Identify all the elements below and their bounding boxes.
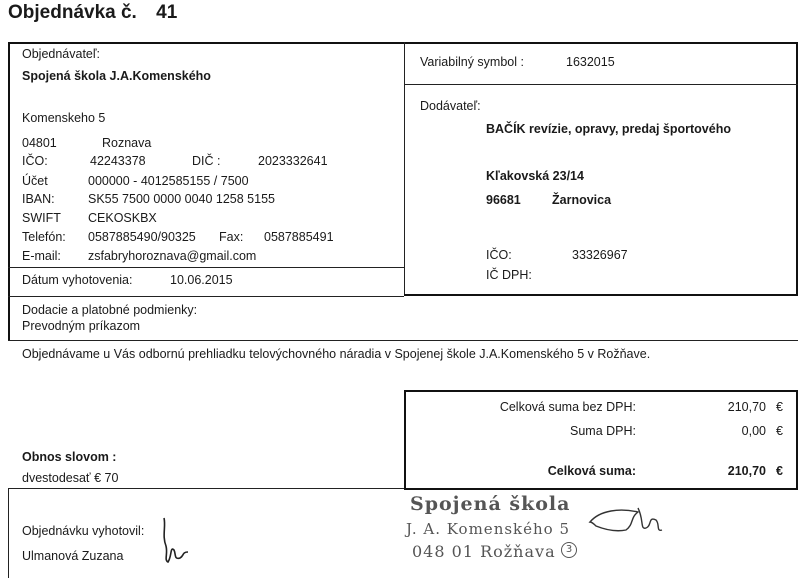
buyer-ucet-label: Účet xyxy=(22,174,48,188)
supplier-heading: Dodávateľ: xyxy=(420,99,481,113)
buyer-ucet: 000000 - 4012585155 / 7500 xyxy=(88,174,249,188)
variable-symbol-label: Variabilný symbol : xyxy=(420,55,524,69)
stamp-number: 3 xyxy=(561,542,577,558)
total-value: 210,70 xyxy=(727,464,766,478)
title-label: Objednávka č. xyxy=(8,2,137,23)
supplier-bottom-border xyxy=(404,294,798,296)
buyer-dic: 2023332641 xyxy=(258,154,328,168)
terms-top-line xyxy=(8,296,404,297)
buyer-name: Spojená škola J.A.Komenského xyxy=(22,69,211,83)
total-base-value: 210,70 xyxy=(727,400,766,414)
supplier-zip: 96681 xyxy=(486,193,521,207)
order-number: 41 xyxy=(156,2,178,23)
buyer-iban-label: IBAN: xyxy=(22,192,55,206)
total-vat-currency: € xyxy=(776,424,783,438)
order-text: Objednávame u Vás odbornú prehliadku telovýchovného náradia v Spojenej škole J.A.Komenského 5 v Rožňave. xyxy=(22,347,651,361)
terms-value: Prevodným príkazom xyxy=(22,319,141,333)
in-words-label: Obnos slovom : xyxy=(22,450,117,464)
total-currency: € xyxy=(776,464,783,478)
buyer-swift-label: SWIFT xyxy=(22,211,61,225)
variable-symbol-value: 1632015 xyxy=(566,55,615,69)
varsym-supplier-divider xyxy=(404,84,798,85)
document-title xyxy=(8,2,177,24)
buyer-ico-label: IČO: xyxy=(22,154,48,168)
total-vat-label: Suma DPH: xyxy=(570,424,636,438)
totals-right-border xyxy=(796,390,798,490)
totals-bottom-border xyxy=(404,488,798,490)
issuer-separator xyxy=(8,488,404,489)
issuer-label: Objednávku vyhotovil: xyxy=(22,524,145,538)
buyer-email: zsfabryhoroznava@gmail.com xyxy=(88,249,257,263)
issuer-left-border xyxy=(8,488,9,578)
buyer-zip: 04801 xyxy=(22,136,57,150)
buyer-ico: 42243378 xyxy=(90,154,146,168)
buyer-fax-label: Fax: xyxy=(219,230,244,244)
buyer-supplier-divider xyxy=(404,42,405,296)
terms-bottom-line xyxy=(8,340,798,341)
issue-date: 10.06.2015 xyxy=(170,273,233,287)
issue-date-label: Dátum vyhotovenia: xyxy=(22,273,133,287)
stamp-line2: J. A. Komenského 5 xyxy=(406,520,571,538)
buyer-phone-label: Telefón: xyxy=(22,230,66,244)
buyer-phone: 0587885490/90325 xyxy=(88,230,196,244)
total-base-label: Celková suma bez DPH: xyxy=(499,400,636,414)
totals-left-border xyxy=(404,390,406,490)
buyer-swift: CEKOSKBX xyxy=(88,211,157,225)
in-words-value: dvestodesať € 70 xyxy=(22,471,119,485)
frame-right-border xyxy=(796,42,798,296)
stamp-line1: Spojená škola xyxy=(410,493,571,515)
buyer-city: Roznava xyxy=(102,136,152,150)
buyer-street: Komenskeho 5 xyxy=(22,111,106,125)
supplier-icdph-label: IČ DPH: xyxy=(486,268,532,282)
stamp-line3: 048 01 Rožňava xyxy=(412,542,556,561)
total-base-currency: € xyxy=(776,400,783,414)
buyer-dic-label: DIČ : xyxy=(192,154,221,168)
buyer-fax: 0587885491 xyxy=(264,230,334,244)
supplier-ico-label: IČO: xyxy=(486,248,512,262)
total-vat-value: 0,00 xyxy=(741,424,766,438)
supplier-ico: 33326967 xyxy=(572,248,628,262)
stamp-signature xyxy=(586,500,666,540)
supplier-name: BAČÍK revízie, opravy, predaj športového xyxy=(486,122,731,136)
terms-label: Dodacie a platobné podmienky: xyxy=(22,303,198,317)
buyer-date-divider xyxy=(8,267,404,268)
totals-top-border xyxy=(404,390,798,392)
supplier-street: Kľakovská 23/14 xyxy=(486,169,584,183)
issuer-name: Ulmanová Zuzana xyxy=(22,549,124,563)
frame-top-border xyxy=(8,42,798,44)
issuer-signature xyxy=(158,516,192,566)
buyer-iban: SK55 7500 0000 0040 1258 5155 xyxy=(88,192,275,206)
buyer-email-label: E-mail: xyxy=(22,249,61,263)
supplier-city: Žarnovica xyxy=(552,193,612,207)
total-label: Celková suma: xyxy=(547,464,636,478)
buyer-heading: Objednávateľ: xyxy=(22,47,101,61)
